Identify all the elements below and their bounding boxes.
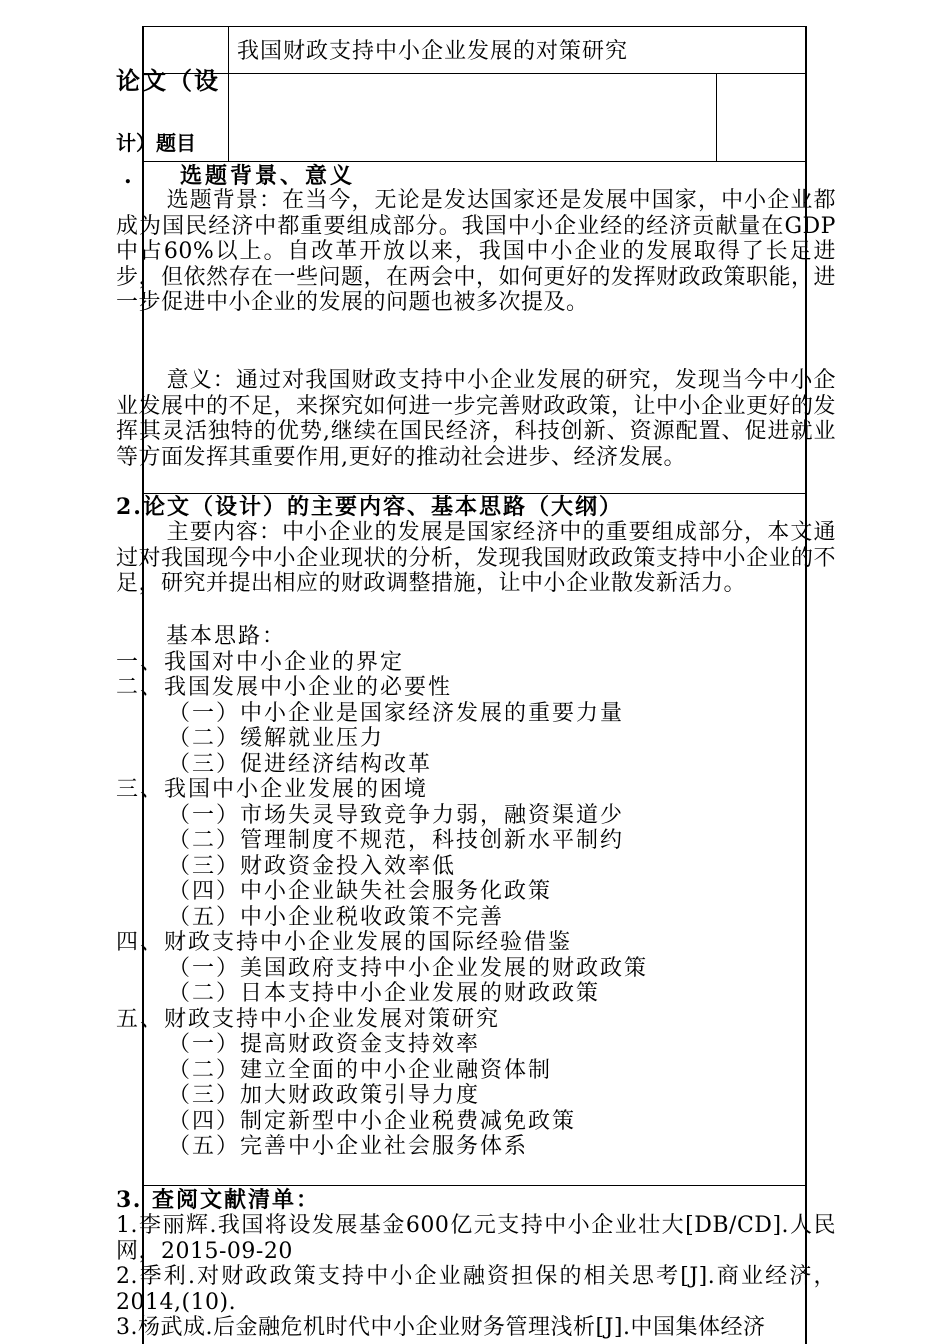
- section1-heading: 选题背景、意义: [180, 163, 356, 189]
- outline-label: 基本思路：: [166, 624, 287, 649]
- outline-subitem: （三）财政资金投入效率低: [168, 853, 457, 879]
- outline-subitem: （三）加大财政政策引导力度: [168, 1083, 481, 1108]
- meaning-paragraph: [116, 368, 836, 470]
- table-rule: [228, 26, 229, 161]
- meaning-text: 意义：通过对我国财政支持中小企业发展的研究，发现当今中小企业发展中的不足，来探究如何进一步完善财政政策，让中小企业更好的发挥其灵活独特的优势,继续在国民经济，科技创新、资源配置、促进就业等方面发挥其重要作用,更好的推动社会进步、经济发展。: [116, 368, 837, 470]
- title-label-line: 论文（设: [116, 66, 220, 95]
- background-text: 选题背景：在当今，无论是发达国家还是发展中国家，中小企业都成为国民经济中都重要组成部分。我国中小企业经的经济贡献量在GDP中占60%以上。自改革开放以来，我国中小企业的发展取得了长足进步，但依然存在一些问题，在两会中，如何更好的发挥财政政策职能，进一步促进中小企业的发展的问题也被多次提及。: [116, 188, 837, 315]
- outline-item: 三、我国中小企业发展的困境: [116, 777, 429, 802]
- outline-item: 五、财政支持中小企业发展对策研究: [116, 1006, 501, 1032]
- table-rule: [143, 161, 807, 162]
- reference-item: [116, 1213, 836, 1264]
- table-rule: [143, 1185, 807, 1186]
- table-rule: [716, 73, 717, 161]
- outline-subitem: （一）美国政府支持中小企业发展的财政政策: [168, 955, 649, 981]
- thesis-title: 我国财政支持中小企业发展的对策研究: [237, 39, 629, 64]
- outline-subitem: （二）缓解就业压力: [168, 726, 385, 751]
- section1-number: .: [124, 163, 134, 189]
- reference-text: 1.李丽辉.我国将设发展基金600亿元支持中小企业壮大[DB/CD].人民网，2015-09-20: [116, 1213, 836, 1264]
- title-label-line: 计）题目: [116, 131, 196, 155]
- outline-item: 四、财政支持中小企业发展的国际经验借鉴: [116, 930, 573, 955]
- outline-subitem: （四）制定新型中小企业税费减免政策: [168, 1108, 577, 1134]
- outline-list: [116, 624, 648, 1160]
- outline-subitem: （三）促进经济结构改革: [168, 751, 433, 777]
- outline-subitem: （四）中小企业缺失社会服务化政策: [168, 879, 553, 904]
- main-content-text: 主要内容：中小企业的发展是国家经济中的重要组成部分，本文通过对我国现今中小企业现状的分析，发现我国财政政策支持中小企业的不足，研究并提出相应的财政调整措施，让中小企业散发新活力。: [116, 520, 837, 596]
- main-content-paragraph: [116, 520, 836, 597]
- outline-subitem: （五）中小企业税收政策不完善: [168, 904, 505, 930]
- background-paragraph: [116, 188, 836, 316]
- outline-subitem: （一）市场失灵导致竞争力弱，融资渠道少: [168, 802, 625, 828]
- reference-item: [116, 1264, 836, 1315]
- reference-text: 2.季利.对财政政策支持中小企业融资担保的相关思考[J].商业经济，2014,(10).: [116, 1264, 836, 1315]
- outline-subitem: （二）日本支持中小企业发展的财政政策: [168, 981, 601, 1006]
- reference-item: [116, 1315, 836, 1341]
- section3-number: 3.: [116, 1187, 142, 1213]
- outline-item: 一、我国对中小企业的界定: [116, 649, 405, 675]
- outline-subitem: （二）建立全面的中小企业融资体制: [168, 1057, 553, 1083]
- outline-item: 二、我国发展中小企业的必要性: [116, 675, 453, 700]
- outline-subitem: （二）管理制度不规范，科技创新水平制约: [168, 828, 625, 853]
- outline-subitem: （一）提高财政资金支持效率: [168, 1032, 481, 1057]
- reference-text: 3.杨武成.后金融危机时代中小企业财务管理浅析[J].中国集体经济: [116, 1315, 766, 1340]
- section3-heading: 查阅文献清单：: [152, 1187, 321, 1213]
- section2-heading: 2.论文（设计）的主要内容、基本思路（大纲）: [116, 494, 623, 520]
- table-rule: [143, 26, 807, 27]
- outline-subitem: （一）中小企业是国家经济发展的重要力量: [168, 700, 625, 726]
- table-rule: [143, 73, 807, 74]
- outline-subitem: （五）完善中小企业社会服务体系: [168, 1134, 529, 1159]
